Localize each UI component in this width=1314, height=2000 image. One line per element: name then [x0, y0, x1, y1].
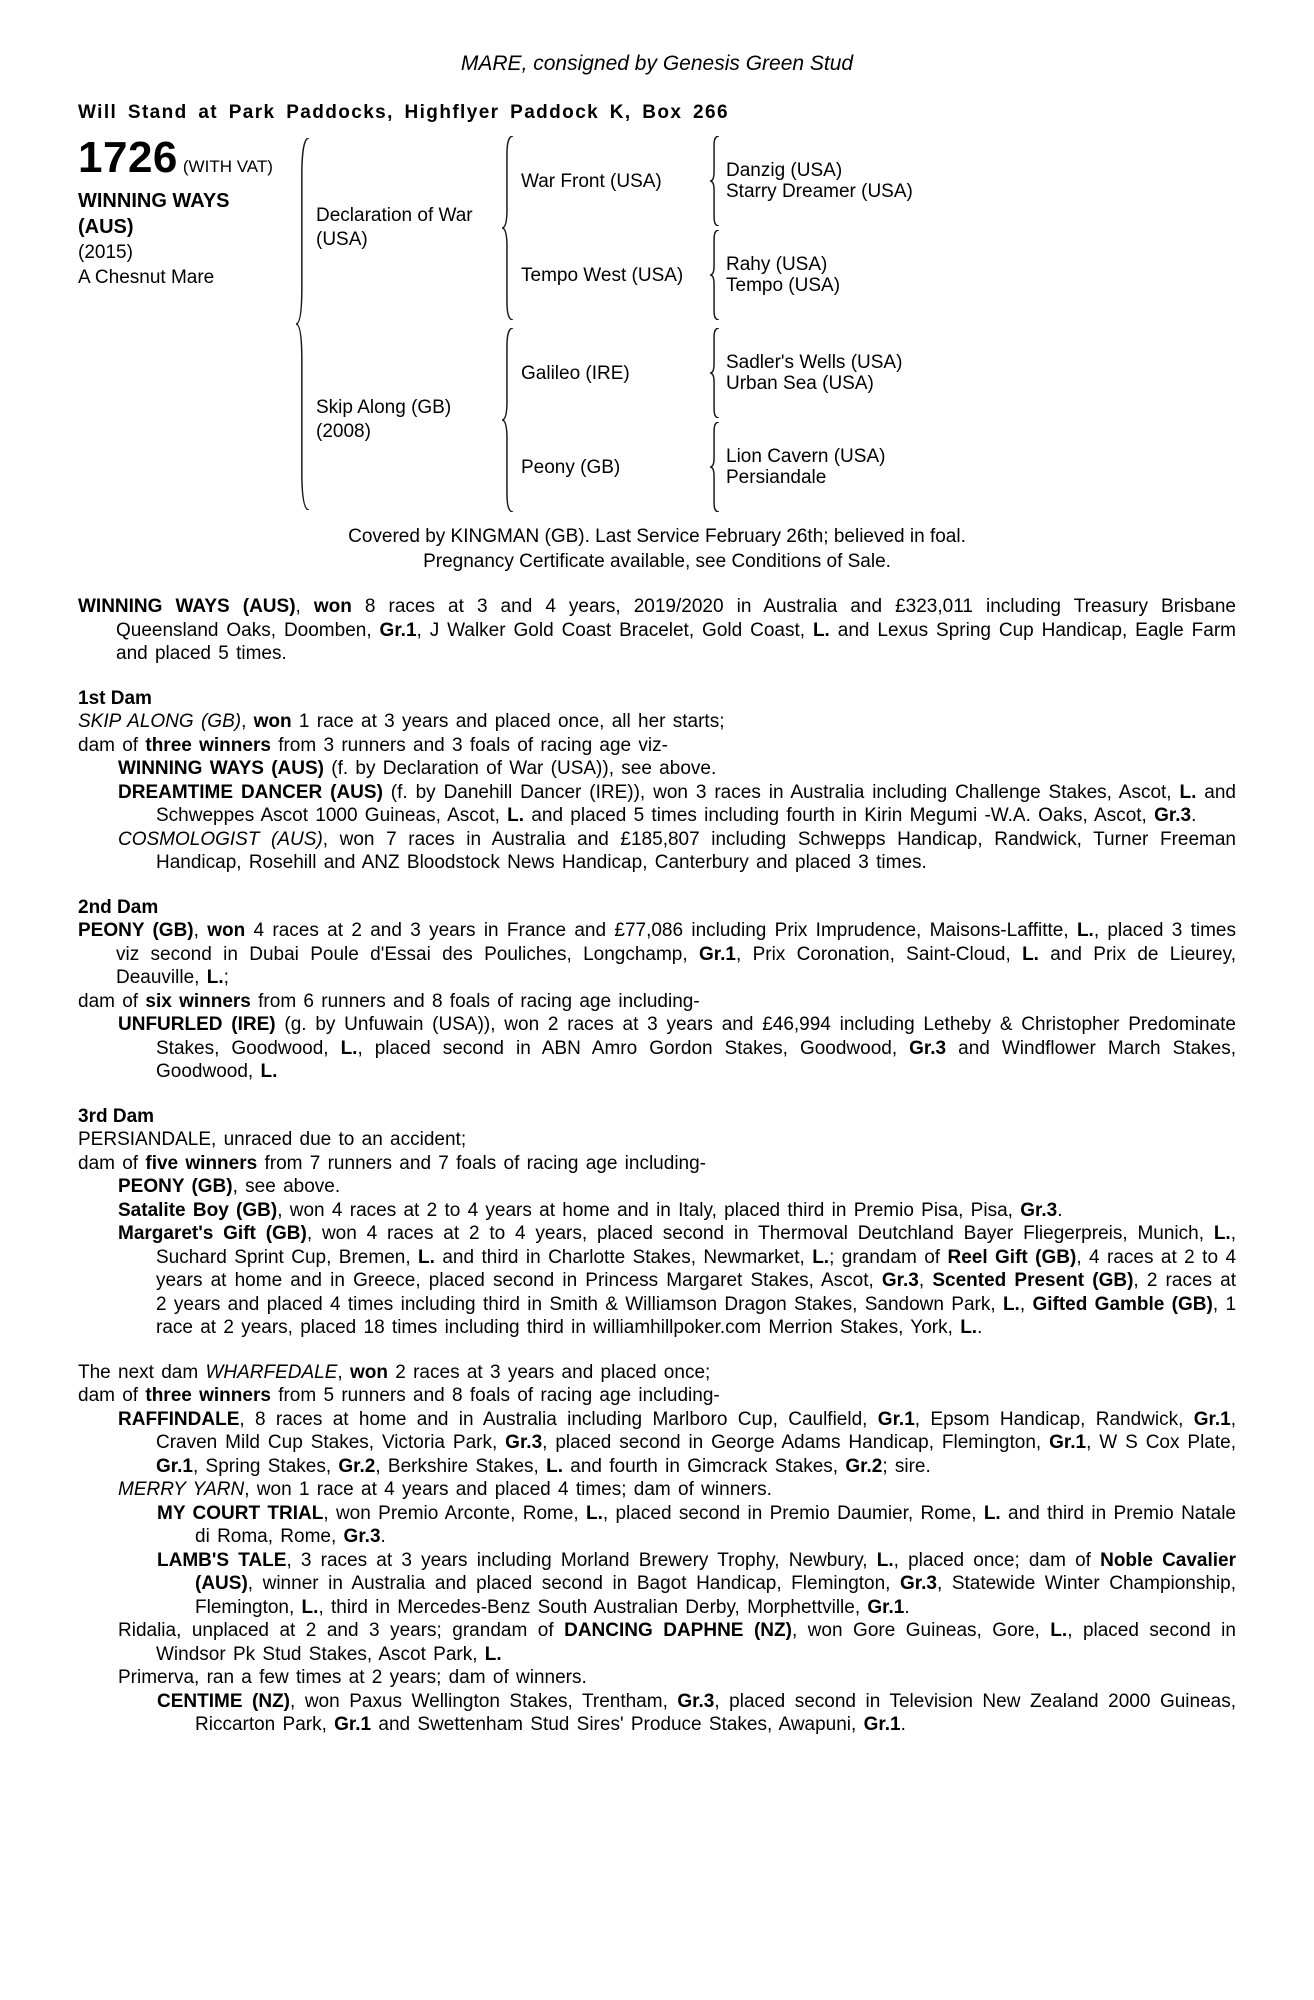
- text-run: L.: [586, 1502, 603, 1524]
- text-run: UNFURLED (IRE): [118, 1014, 276, 1035]
- text-run: Gr.3: [505, 1432, 543, 1453]
- catalogue-paragraph: [118, 1199, 1236, 1223]
- text-run: , placed second in Windsor Pk Stud Stakes, Ascot Park,: [156, 1620, 1236, 1665]
- text-run: DREAMTIME DANCER (AUS): [118, 781, 383, 803]
- text-run: ; grandam of: [829, 1246, 948, 1268]
- great-grandsire-name: Sadler's Wells (USA): [726, 352, 903, 373]
- catalogue-paragraph: [78, 1152, 1236, 1176]
- paternal-grandsire-name: War Front (USA): [521, 170, 662, 192]
- text-run: Gr.3: [677, 1690, 715, 1712]
- text-run: three winners: [145, 1385, 271, 1406]
- dam-name: [316, 328, 494, 512]
- text-run: L.: [260, 1061, 278, 1082]
- catalogue-paragraph: [118, 1222, 1236, 1340]
- vat-note: (WITH VAT): [182, 157, 273, 176]
- maternal-granddam-name: Peony (GB): [521, 456, 621, 478]
- text-run: Gr.1: [863, 1714, 901, 1735]
- text-run: The next dam: [78, 1361, 206, 1383]
- text-run: Noble Cavalier (AUS): [195, 1549, 1237, 1594]
- horse-name-line2: (AUS): [78, 216, 134, 238]
- text-run: L.: [1213, 1223, 1231, 1244]
- text-run: L.: [340, 1037, 358, 1059]
- text-run: dam of: [78, 1385, 146, 1406]
- catalogue-paragraph: [157, 1690, 1236, 1737]
- text-run: , winner in Australia and placed second in Bagot Handicap, Flemington,: [247, 1573, 900, 1594]
- great-grandsire-name: Rahy (USA): [726, 254, 828, 275]
- text-run: L.: [812, 1246, 830, 1268]
- catalogue-paragraph: [118, 828, 1236, 875]
- text-run: and Lexus Spring Cup Handicap, Eagle Farm and placed 5 times.: [116, 619, 1237, 664]
- text-run: , 1 race at 2 years, placed 18 times including third in williamhillpoker.com Merrion Stakes, York,: [156, 1293, 1237, 1338]
- maternal-granddam-group: [521, 422, 1236, 512]
- pedigree-generations: [316, 136, 1236, 512]
- dam-parents: [521, 328, 1236, 512]
- text-run: dam of: [78, 990, 146, 1012]
- text-run: L.: [1076, 920, 1094, 941]
- catalogue-paragraph: [78, 1361, 1236, 1385]
- great-grandsire-name: Lion Cavern (USA): [726, 446, 886, 467]
- dam-section-heading: [78, 1105, 1236, 1129]
- brace-icon: [710, 422, 719, 512]
- text-run: ,: [918, 1270, 933, 1291]
- text-run: Gr.3: [900, 1573, 937, 1594]
- catalogue-paragraph: [118, 781, 1236, 828]
- catalogue-paragraph: [78, 710, 1236, 734]
- pedigree-details: [78, 595, 1236, 1737]
- text-run: Gr.1: [379, 619, 417, 641]
- text-run: , third in Mercedes-Benz South Australian Derby, Morphettville,: [318, 1596, 868, 1618]
- text-run: PERSIANDALE, unraced due to an accident;: [78, 1129, 467, 1150]
- text-run: COSMOLOGIST (AUS): [118, 828, 323, 850]
- text-run: , won Gore Guineas, Gore,: [791, 1620, 1051, 1641]
- sire-branch: [316, 136, 1236, 320]
- maternal-grandsire-parents: [726, 328, 902, 418]
- catalogue-paragraph: [78, 595, 1236, 666]
- text-run: , 8 races at home and in Australia including Marlboro Cup, Caulfield,: [239, 1408, 878, 1430]
- text-run: Gr.2: [338, 1455, 376, 1477]
- brace-icon: [710, 230, 719, 320]
- paternal-grandsire-group: [521, 136, 1236, 226]
- text-run: , 2 races at 2 years and placed 4 times including third in Smith & Williamson Dragon Stakes, Sandown Park,: [156, 1270, 1237, 1315]
- text-run: (f. by Declaration of War (USA)), see above.: [323, 758, 717, 779]
- pregnancy-certificate-line: Pregnancy Certificate available, see Conditions of Sale.: [423, 551, 891, 572]
- dam-name-line1: Skip Along (GB): [316, 397, 452, 418]
- text-run: 8 races at 3 and 4 years, 2019/2020 in Australia and £323,011 including Treasury Brisbane Queensland Oaks, Doomben,: [116, 596, 1237, 641]
- text-run: , placed second in Television New Zealand 2000 Guineas, Riccarton Park,: [195, 1690, 1236, 1735]
- text-run: Gr.1: [1049, 1432, 1087, 1453]
- text-run: L.: [960, 1317, 978, 1338]
- foaling-year: (2015): [78, 242, 133, 263]
- text-run: 1 race at 3 years and placed once, all her starts;: [291, 711, 725, 732]
- text-run: L.: [484, 1643, 502, 1665]
- text-run: Margaret's Gift (GB): [118, 1223, 307, 1244]
- text-run: L.: [301, 1596, 319, 1618]
- lot-header: [78, 134, 1236, 512]
- text-run: L.: [206, 967, 224, 988]
- sire-parents: [521, 136, 1236, 320]
- consignor-line: MARE, consigned by Genesis Green Stud: [460, 52, 854, 75]
- text-run: and Windflower March Stakes, Goodwood,: [156, 1037, 1236, 1082]
- text-run: L.: [418, 1246, 435, 1268]
- text-run: , won 7 races in Australia and £185,807 including Schwepps Handicap, Randwick, Turner Freeman Handicap, Rosehill and ANZ Bloodstock News Handicap, Canterbury and placed 3 times.: [156, 828, 1236, 873]
- catalogue-paragraph: [118, 1175, 1236, 1199]
- text-run: ;: [223, 967, 229, 988]
- text-run: , placed 3 times viz second in Dubai Poule d'Essai des Pouliches, Longchamp,: [116, 920, 1236, 965]
- dam-section-heading: [78, 687, 1236, 711]
- catalogue-paragraph: [78, 990, 1236, 1014]
- text-run: , placed second in Premio Daumier, Rome,: [602, 1502, 984, 1524]
- text-run: .: [380, 1526, 386, 1547]
- text-run: won: [253, 711, 292, 732]
- text-run: won: [207, 920, 246, 941]
- text-run: and Swettenham Stud Sires' Produce Stakes, Awapuni,: [371, 1714, 864, 1735]
- text-run: MY COURT TRIAL: [157, 1502, 324, 1524]
- text-run: , placed second in ABN Amro Gordon Stakes, Goodwood,: [357, 1037, 910, 1059]
- text-run: PEONY (GB): [78, 920, 194, 941]
- text-run: , Spring Stakes,: [192, 1455, 339, 1477]
- brace-icon: [296, 138, 309, 510]
- text-run: Scented Present (GB): [932, 1270, 1134, 1291]
- paternal-grandsire-parents: [726, 136, 913, 226]
- text-run: 2nd Dam: [78, 896, 159, 918]
- text-run: ,: [337, 1361, 350, 1383]
- text-run: (g. by Unfuwain (USA)), won 2 races at 3 years and £46,994 including Letheby & Christopher Predominate Stakes, Goodwood,: [156, 1014, 1236, 1059]
- text-run: and third in Charlotte Stakes, Newmarket,: [434, 1246, 813, 1268]
- text-run: .: [904, 1596, 910, 1618]
- text-run: ,: [1019, 1293, 1033, 1315]
- text-run: and fourth in Gimcrack Stakes,: [563, 1455, 846, 1477]
- text-run: , placed once; dam of: [893, 1549, 1101, 1571]
- text-run: and third in Premio Natale di Roma, Rome,: [195, 1502, 1236, 1547]
- text-run: ; sire.: [882, 1455, 931, 1477]
- text-run: L.: [1050, 1620, 1068, 1641]
- text-run: L.: [983, 1502, 1001, 1524]
- text-run: ,: [295, 596, 314, 617]
- brace-icon: [710, 136, 719, 226]
- lot-number-row: [78, 133, 296, 182]
- text-run: , placed second in George Adams Handicap, Flemington,: [542, 1432, 1050, 1453]
- dam-section-heading: [78, 896, 1236, 920]
- text-run: DANCING DAPHNE (NZ): [564, 1620, 792, 1641]
- text-run: , Prix Coronation, Saint-Cloud,: [735, 943, 1023, 965]
- catalogue-paragraph: [118, 1408, 1236, 1479]
- text-run: Gr.3: [1020, 1199, 1058, 1221]
- great-granddam-name: Tempo (USA): [726, 275, 841, 296]
- text-run: .: [977, 1317, 983, 1338]
- sire-name-line1: Declaration of War: [316, 205, 473, 226]
- colour-sex-description: A Chesnut Mare: [78, 267, 215, 288]
- text-run: Gr.1: [877, 1408, 915, 1430]
- text-run: , Berkshire Stakes,: [375, 1455, 547, 1477]
- text-run: ,: [193, 920, 208, 941]
- text-run: Gr.3: [881, 1270, 919, 1291]
- text-run: from 6 runners and 8 foals of racing age including-: [250, 990, 700, 1012]
- text-run: PEONY (GB): [118, 1176, 233, 1197]
- great-grandsire-name: Danzig (USA): [726, 160, 843, 181]
- text-run: , won 4 races at 2 to 4 years, placed second in Thermoval Deutchland Bayer Fliegerpreis, Munich,: [306, 1223, 1214, 1244]
- text-run: dam of: [78, 734, 146, 756]
- text-run: ,: [241, 711, 254, 732]
- horse-name-line1: WINNING WAYS: [78, 190, 230, 212]
- text-run: LAMB'S TALE: [157, 1549, 287, 1571]
- text-run: CENTIME (NZ): [157, 1690, 291, 1712]
- text-run: WINNING WAYS (AUS): [118, 758, 324, 779]
- catalogue-paragraph: [118, 757, 1236, 781]
- text-run: L.: [507, 805, 525, 826]
- text-run: .: [900, 1714, 906, 1735]
- text-run: , 3 races at 3 years including Morland Brewery Trophy, Newbury,: [286, 1549, 877, 1571]
- text-run: from 3 runners and 3 foals of racing age viz-: [270, 734, 668, 756]
- brace-icon: [502, 328, 513, 512]
- paternal-granddam-name: Tempo West (USA): [521, 264, 684, 286]
- horse-name: [78, 188, 296, 240]
- text-run: L.: [546, 1455, 563, 1477]
- brace-icon: [502, 136, 513, 320]
- stand-location-line: Will Stand at Park Paddocks, Highflyer Paddock K, Box 266: [78, 102, 729, 123]
- text-run: from 7 runners and 7 foals of racing age including-: [257, 1152, 707, 1174]
- great-granddam-name: Persiandale: [726, 467, 827, 488]
- text-run: .: [1057, 1199, 1063, 1221]
- maternal-grandsire-group: [521, 328, 1236, 418]
- maternal-grandsire-name: Galileo (IRE): [521, 362, 630, 384]
- sire-name-line2: (USA): [316, 229, 368, 250]
- text-run: Gr.1: [867, 1596, 905, 1618]
- text-run: , Statewide Winter Championship, Flemington,: [195, 1573, 1236, 1618]
- great-granddam-name: Starry Dreamer (USA): [726, 181, 913, 202]
- dam-name-line2: (2008): [316, 421, 371, 442]
- text-run: and Schweppes Ascot 1000 Guineas, Ascot,: [156, 781, 1236, 826]
- text-run: L.: [1002, 1293, 1020, 1315]
- text-run: , Suchard Sprint Cup, Bremen,: [156, 1223, 1236, 1268]
- great-granddam-name: Urban Sea (USA): [726, 373, 874, 394]
- text-run: 1st Dam: [78, 687, 152, 709]
- catalogue-paragraph: [157, 1549, 1236, 1620]
- paternal-granddam-parents: [726, 230, 840, 320]
- text-run: , won 4 races at 2 to 4 years at home and in Italy, placed third in Premio Pisa, Pisa,: [277, 1199, 1021, 1221]
- text-run: , 4 races at 2 to 4 years at home and in Greece, placed second in Princess Margaret Stakes, Ascot,: [156, 1246, 1237, 1291]
- text-run: MERRY YARN: [118, 1479, 245, 1500]
- text-run: L.: [812, 619, 830, 641]
- text-run: 2 races at 3 years and placed once;: [387, 1361, 711, 1383]
- text-run: won: [313, 596, 352, 617]
- text-run: .: [1191, 805, 1197, 826]
- text-run: , won Paxus Wellington Stakes, Trentham,: [290, 1690, 678, 1712]
- catalogue-paragraph: [118, 1619, 1236, 1666]
- lot-info: [78, 134, 296, 290]
- maternal-granddam-parents: [726, 422, 885, 512]
- text-run: six winners: [145, 990, 251, 1012]
- text-run: Gr.1: [698, 943, 736, 965]
- covering-statement: [78, 524, 1236, 574]
- text-run: 3rd Dam: [78, 1105, 155, 1127]
- text-run: Gr.3: [1154, 805, 1192, 826]
- text-run: L.: [1179, 781, 1197, 803]
- text-run: WHARFEDALE: [205, 1361, 338, 1383]
- catalogue-paragraph: [157, 1502, 1236, 1549]
- text-run: , Epsom Handicap, Randwick,: [914, 1408, 1194, 1430]
- text-run: Gr.3: [343, 1526, 381, 1547]
- text-run: Ridalia, unplaced at 2 and 3 years; grandam of: [118, 1620, 565, 1641]
- text-run: Gr.1: [334, 1714, 372, 1735]
- pedigree-tree: [296, 134, 1236, 512]
- text-run: and placed 5 times including fourth in Kirin Megumi -W.A. Oaks, Ascot,: [524, 805, 1155, 826]
- text-run: Reel Gift (GB): [947, 1246, 1077, 1268]
- catalogue-paragraph: [78, 1128, 1236, 1152]
- text-run: Gr.1: [156, 1455, 193, 1477]
- text-run: Gr.2: [845, 1455, 883, 1477]
- text-run: five winners: [145, 1152, 258, 1174]
- text-run: , Craven Mild Cup Stakes, Victoria Park,: [156, 1408, 1237, 1453]
- text-run: Gifted Gamble (GB): [1032, 1293, 1213, 1315]
- catalogue-paragraph: [78, 919, 1236, 990]
- covered-line: Covered by KINGMAN (GB). Last Service February 26th; believed in foal.: [348, 526, 966, 547]
- text-run: RAFFINDALE: [118, 1408, 240, 1430]
- text-run: won: [349, 1361, 388, 1383]
- text-run: SKIP ALONG (GB): [78, 711, 242, 732]
- text-run: 4 races at 2 and 3 years in France and £77,086 including Prix Imprudence, Maisons-Laffitte,: [245, 920, 1077, 941]
- brace-icon: [710, 328, 719, 418]
- text-run: , won Premio Arconte, Rome,: [323, 1502, 587, 1524]
- text-run: WINNING WAYS (AUS): [78, 596, 296, 617]
- text-run: , see above.: [232, 1176, 341, 1197]
- text-run: L.: [876, 1549, 894, 1571]
- text-run: dam of: [78, 1152, 146, 1174]
- text-run: from 5 runners and 8 foals of racing age including-: [270, 1385, 720, 1406]
- catalogue-paragraph: [78, 734, 1236, 758]
- text-run: , W S Cox Plate,: [1086, 1432, 1237, 1453]
- sire-name: [316, 136, 494, 320]
- catalogue-paragraph: [118, 1013, 1236, 1084]
- text-run: Satalite Boy (GB): [118, 1199, 278, 1221]
- catalogue-paragraph: [118, 1666, 1236, 1690]
- text-run: Gr.3: [909, 1037, 947, 1059]
- catalogue-paragraph: [78, 1384, 1236, 1408]
- text-run: , won 1 race at 4 years and placed 4 times; dam of winners.: [244, 1479, 772, 1500]
- text-run: (f. by Danehill Dancer (IRE)), won 3 races in Australia including Challenge Stakes, Ascot,: [382, 781, 1180, 803]
- text-run: L.: [1022, 943, 1039, 965]
- text-run: Primerva, ran a few times at 2 years; dam of winners.: [118, 1667, 587, 1688]
- catalogue-paragraph: [118, 1478, 1236, 1502]
- text-run: three winners: [145, 734, 271, 756]
- dam-branch: [316, 328, 1236, 512]
- text-run: Gr.1: [1193, 1408, 1231, 1430]
- text-run: and Prix de Lieurey, Deauville,: [116, 943, 1236, 988]
- text-run: , J Walker Gold Coast Bracelet, Gold Coast,: [416, 619, 813, 641]
- lot-number: 1726: [78, 133, 178, 182]
- paternal-granddam-group: [521, 230, 1236, 320]
